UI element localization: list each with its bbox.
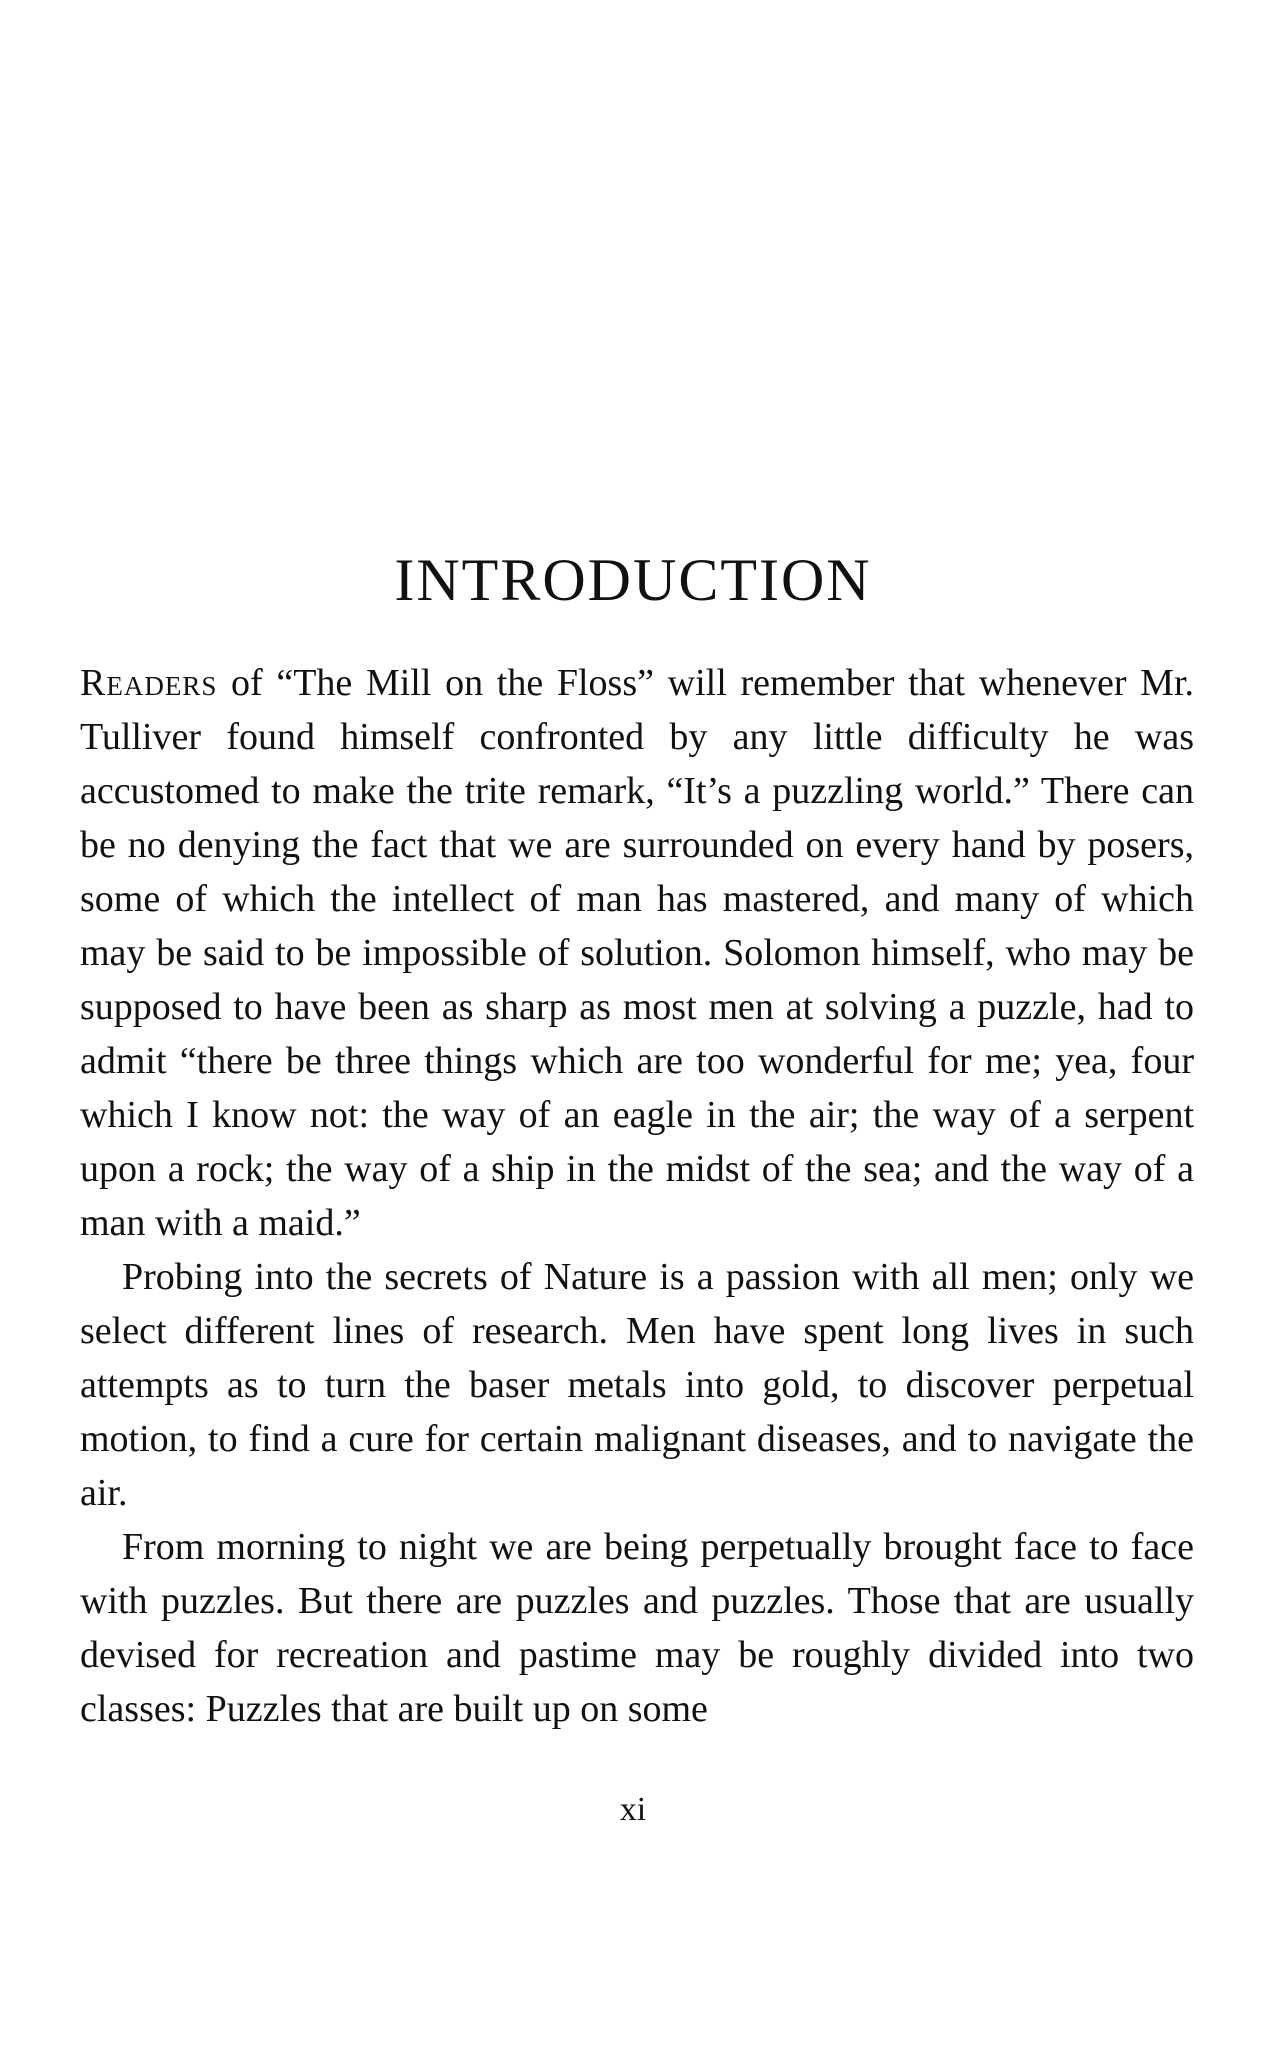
- page-number: xi: [619, 1791, 647, 1828]
- page-title: INTRODUCTION: [394, 547, 872, 614]
- paragraph-3: From morning to night we are being perpetually brought face to face with puzzles. But there are puzzles and puzzles. Those that are usually devised for recreation and pastime may be roughly divided into two classes: Puzzles that are built up on some: [80, 1526, 1194, 1730]
- paragraph-2: Probing into the secrets of Nature is a passion with all men; only we select different lines of research. Men have spent long lives in such attempts as to turn the baser metals into gold, to discover perpetual motion, to find a cure for certain malignant diseases, and to navigate the air.: [80, 1256, 1194, 1514]
- paragraph-text: of “The Mill on the Floss” will remember that whenever Mr. Tulliver found himself confronted by any little difficulty he was accustomed to make the trite remark, “It’s a puzzling world.” There can be no denying the fact that we are surrounded on every hand by posers, some of which the intellect of man has mastered, and many of which may be said to be impossible of solution. Solomon himself, who may be supposed to have been as sharp as most men at solving a puzzle, had to admit “there be three things which are too wonderful for me; yea, four which I know not: the way of an eagle in the air; the way of a serpent upon a rock; the way of a ship in the midst of the sea; and the way of a man with a maid.”: [80, 662, 1194, 1244]
- paragraph-lead-word: Readers: [80, 662, 218, 704]
- paragraph-1: [80, 656, 1194, 1250]
- body-text: [80, 656, 1194, 1736]
